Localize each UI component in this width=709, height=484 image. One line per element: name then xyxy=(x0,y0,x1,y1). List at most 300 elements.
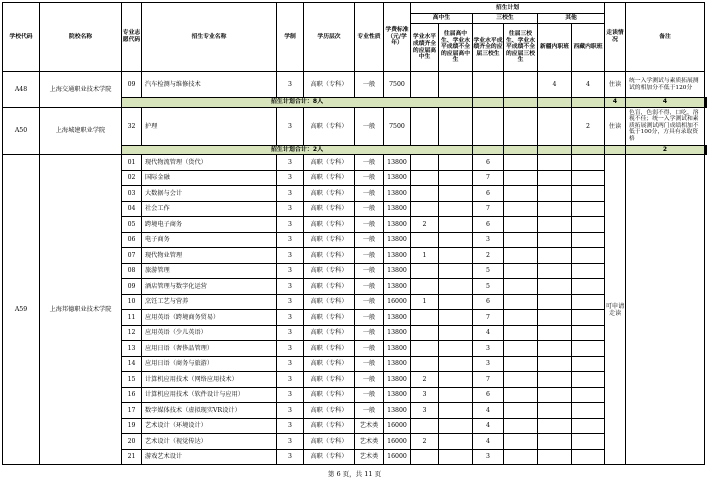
admission-plan-table xyxy=(2,2,707,465)
xizang-cell xyxy=(572,248,605,264)
sx-incomplete-cell xyxy=(504,325,538,341)
subtotal-xizang: 2 xyxy=(626,145,705,155)
xizang-cell xyxy=(572,217,605,233)
nature-cell: 一般 xyxy=(355,294,384,310)
sx-complete-cell: 3 xyxy=(473,341,504,357)
fee-cell: 13800 xyxy=(384,325,411,341)
major-code-cell: 08 xyxy=(122,263,142,279)
xinjiang-cell: 4 xyxy=(538,72,572,98)
sx-incomplete-cell xyxy=(504,186,538,202)
hs-incomplete-cell xyxy=(439,263,473,279)
duration-cell: 3 xyxy=(277,186,304,202)
sx-incomplete-cell xyxy=(504,310,538,326)
header-remarks: 备注 xyxy=(626,3,705,72)
level-cell: 高职（专科） xyxy=(304,217,355,233)
duration-cell: 3 xyxy=(277,434,304,450)
major-code-cell: 15 xyxy=(122,372,142,388)
xizang-cell xyxy=(572,232,605,248)
sx-incomplete-cell xyxy=(504,170,538,186)
duration-cell: 3 xyxy=(277,418,304,434)
header-sanxiao: 三校生 xyxy=(473,14,538,24)
sx-complete-cell: 3 xyxy=(473,449,504,465)
major-name-cell: 应用英语（少儿英语） xyxy=(142,325,277,341)
level-cell: 高职（专科） xyxy=(304,449,355,465)
fee-cell: 13800 xyxy=(384,387,411,403)
hs-complete-cell: 2 xyxy=(411,372,439,388)
hs-incomplete-cell xyxy=(439,155,473,171)
major-name-cell: 社会工作 xyxy=(142,201,277,217)
major-name-cell: 大数据与会计 xyxy=(142,186,277,202)
hs-complete-cell xyxy=(411,279,439,295)
hs-incomplete-cell xyxy=(439,418,473,434)
sx-complete-cell: 6 xyxy=(473,186,504,202)
lodging-cell: 可申请走读 xyxy=(605,155,626,465)
xizang-cell xyxy=(572,263,605,279)
level-cell: 高职（专科） xyxy=(304,232,355,248)
level-cell: 高职（专科） xyxy=(304,248,355,264)
major-name-cell: 现代物业管理 xyxy=(142,248,277,264)
xinjiang-cell xyxy=(538,310,572,326)
hs-incomplete-cell xyxy=(439,387,473,403)
hs-incomplete-cell xyxy=(439,403,473,419)
school-code-cell: A59 xyxy=(3,155,40,465)
xinjiang-cell xyxy=(538,107,572,145)
subtotal-empty-cell xyxy=(473,145,504,155)
duration-cell: 3 xyxy=(277,72,304,98)
hs-incomplete-cell xyxy=(439,372,473,388)
major-code-cell: 12 xyxy=(122,325,142,341)
xizang-cell xyxy=(572,325,605,341)
sx-complete-cell: 4 xyxy=(473,434,504,450)
major-name-cell: 护理 xyxy=(142,107,277,145)
sx-complete-cell xyxy=(473,72,504,98)
fee-cell: 13800 xyxy=(384,263,411,279)
xinjiang-cell xyxy=(538,434,572,450)
xizang-cell xyxy=(572,341,605,357)
level-cell: 高职（专科） xyxy=(304,155,355,171)
sx-incomplete-cell xyxy=(504,341,538,357)
header-sx-incomplete: 往届三校生、学业水平成绩不全的应届三校生 xyxy=(504,24,538,72)
xizang-cell xyxy=(572,434,605,450)
hs-complete-cell xyxy=(411,107,439,145)
xizang-cell xyxy=(572,449,605,465)
header-major-name: 招生专业名称 xyxy=(142,3,277,72)
sx-incomplete-cell xyxy=(504,294,538,310)
fee-cell: 13800 xyxy=(384,310,411,326)
level-cell: 高职（专科） xyxy=(304,107,355,145)
sx-complete-cell: 6 xyxy=(473,155,504,171)
subtotal-empty-cell xyxy=(572,98,605,108)
sx-incomplete-cell xyxy=(504,279,538,295)
nature-cell: 一般 xyxy=(355,403,384,419)
hs-incomplete-cell xyxy=(439,170,473,186)
hs-incomplete-cell xyxy=(439,449,473,465)
major-name-cell: 国际金融 xyxy=(142,170,277,186)
sx-complete-cell: 4 xyxy=(473,418,504,434)
major-name-cell: 计算机应用技术（网络应用技术） xyxy=(142,372,277,388)
fee-cell: 13800 xyxy=(384,232,411,248)
xinjiang-cell xyxy=(538,403,572,419)
major-name-cell: 数字媒体技术（虚拟现实VR设计） xyxy=(142,403,277,419)
major-name-cell: 汽车检测与维修技术 xyxy=(142,72,277,98)
fee-cell: 13800 xyxy=(384,201,411,217)
duration-cell: 3 xyxy=(277,107,304,145)
duration-cell: 3 xyxy=(277,372,304,388)
fee-cell: 7500 xyxy=(384,107,411,145)
nature-cell: 一般 xyxy=(355,72,384,98)
nature-cell: 一般 xyxy=(355,341,384,357)
fee-cell: 13800 xyxy=(384,279,411,295)
duration-cell: 3 xyxy=(277,170,304,186)
sx-complete-cell: 6 xyxy=(473,294,504,310)
duration-cell: 3 xyxy=(277,341,304,357)
fee-cell: 16000 xyxy=(384,434,411,450)
major-name-cell: 应用日语（商务与旅游） xyxy=(142,356,277,372)
sx-incomplete-cell xyxy=(504,201,538,217)
xizang-cell xyxy=(572,372,605,388)
level-cell: 高职（专科） xyxy=(304,418,355,434)
sx-incomplete-cell xyxy=(504,403,538,419)
major-name-cell: 酒店管理与数字化运营 xyxy=(142,279,277,295)
xizang-cell xyxy=(572,310,605,326)
sx-complete-cell: 7 xyxy=(473,310,504,326)
level-cell: 高职（专科） xyxy=(304,325,355,341)
table-row xyxy=(3,155,707,171)
duration-cell: 3 xyxy=(277,155,304,171)
sx-incomplete-cell xyxy=(504,434,538,450)
major-code-cell: 02 xyxy=(122,170,142,186)
fee-cell: 13800 xyxy=(384,170,411,186)
hs-complete-cell: 1 xyxy=(411,294,439,310)
xizang-cell xyxy=(572,186,605,202)
subtotal-empty-cell xyxy=(473,98,504,108)
nature-cell: 一般 xyxy=(355,232,384,248)
xizang-cell xyxy=(572,170,605,186)
hs-complete-cell: 1 xyxy=(411,248,439,264)
major-code-cell: 16 xyxy=(122,387,142,403)
sx-incomplete-cell xyxy=(504,232,538,248)
hs-complete-cell xyxy=(411,155,439,171)
major-code-cell: 13 xyxy=(122,341,142,357)
sx-incomplete-cell xyxy=(504,107,538,145)
school-name-cell: 上海交通职业技术学院 xyxy=(40,72,122,108)
hs-incomplete-cell xyxy=(439,201,473,217)
header-other: 其他 xyxy=(538,14,605,24)
subtotal-xinjiang xyxy=(605,145,626,155)
header-nature: 专业性质 xyxy=(355,3,384,72)
fee-cell: 13800 xyxy=(384,341,411,357)
xizang-cell xyxy=(572,403,605,419)
sx-incomplete-cell xyxy=(504,155,538,171)
nature-cell: 一般 xyxy=(355,387,384,403)
hs-complete-cell xyxy=(411,356,439,372)
duration-cell: 3 xyxy=(277,449,304,465)
remarks-cell xyxy=(626,155,705,465)
major-name-cell: 应用日语（奢侈品管理） xyxy=(142,341,277,357)
hs-complete-cell: 3 xyxy=(411,403,439,419)
hs-complete-cell: 2 xyxy=(411,434,439,450)
major-name-cell: 艺术设计（环境设计） xyxy=(142,418,277,434)
major-code-cell: 05 xyxy=(122,217,142,233)
sx-complete-cell: 7 xyxy=(473,201,504,217)
major-code-cell: 01 xyxy=(122,155,142,171)
major-name-cell: 电子商务 xyxy=(142,232,277,248)
xinjiang-cell xyxy=(538,449,572,465)
hs-incomplete-cell xyxy=(439,325,473,341)
sx-complete-cell: 4 xyxy=(473,325,504,341)
major-name-cell: 跨境电子商务 xyxy=(142,217,277,233)
sx-incomplete-cell xyxy=(504,72,538,98)
duration-cell: 3 xyxy=(277,387,304,403)
major-code-cell: 07 xyxy=(122,248,142,264)
xizang-cell xyxy=(572,356,605,372)
fee-cell: 16000 xyxy=(384,418,411,434)
subtotal-empty-cell xyxy=(504,98,538,108)
hs-incomplete-cell xyxy=(439,217,473,233)
header-hs-complete: 学业水平成绩齐全的应届高中生 xyxy=(411,24,439,72)
fee-cell: 16000 xyxy=(384,294,411,310)
subtotal-label: 招生计划合计：8人 xyxy=(122,98,473,108)
lodging-cell: 住读 xyxy=(605,107,626,145)
major-code-cell: 11 xyxy=(122,310,142,326)
level-cell: 高职（专科） xyxy=(304,341,355,357)
sx-incomplete-cell xyxy=(504,248,538,264)
header-hs-incomplete: 往届高中生、学业水平成绩不全的应届高中生 xyxy=(439,24,473,72)
fee-cell: 13800 xyxy=(384,372,411,388)
sx-incomplete-cell xyxy=(504,217,538,233)
sx-incomplete-cell xyxy=(504,387,538,403)
level-cell: 高职（专科） xyxy=(304,201,355,217)
xizang-cell: 2 xyxy=(572,107,605,145)
major-name-cell: 应用英语（跨境商务贸易） xyxy=(142,310,277,326)
nature-cell: 一般 xyxy=(355,217,384,233)
major-code-cell: 06 xyxy=(122,232,142,248)
hs-complete-cell: 2 xyxy=(411,217,439,233)
subtotal-empty-cell xyxy=(706,145,707,155)
subtotal-empty-cell xyxy=(538,98,572,108)
xinjiang-cell xyxy=(538,263,572,279)
header-lodging: 走读情况 xyxy=(605,3,626,72)
fee-cell: 13800 xyxy=(384,155,411,171)
duration-cell: 3 xyxy=(277,263,304,279)
hs-incomplete-cell xyxy=(439,356,473,372)
xizang-cell xyxy=(572,418,605,434)
hs-complete-cell xyxy=(411,170,439,186)
hs-complete-cell xyxy=(411,310,439,326)
subtotal-label: 招生计划合计：2人 xyxy=(122,145,473,155)
level-cell: 高职（专科） xyxy=(304,310,355,326)
nature-cell: 一般 xyxy=(355,201,384,217)
hs-complete-cell xyxy=(411,341,439,357)
header-major-code: 专业志愿代码 xyxy=(122,3,142,72)
remarks-cell: 色盲，色弱不得，口吃，溶视不佳；统一入学测试和素质拓展测试两门成绩相加不低于100分，方具有录取资格 xyxy=(626,107,705,145)
duration-cell: 3 xyxy=(277,310,304,326)
sx-incomplete-cell xyxy=(504,263,538,279)
xinjiang-cell xyxy=(538,356,572,372)
header-level: 学历层次 xyxy=(304,3,355,72)
header-high-school: 高中生 xyxy=(411,14,473,24)
sx-complete-cell: 6 xyxy=(473,387,504,403)
sx-complete-cell: 7 xyxy=(473,372,504,388)
xinjiang-cell xyxy=(538,170,572,186)
nature-cell: 一般 xyxy=(355,107,384,145)
major-code-cell: 09 xyxy=(122,72,142,98)
hs-complete-cell: 3 xyxy=(411,387,439,403)
duration-cell: 3 xyxy=(277,325,304,341)
xizang-cell xyxy=(572,294,605,310)
level-cell: 高职（专科） xyxy=(304,263,355,279)
level-cell: 高职（专科） xyxy=(304,403,355,419)
fee-cell: 16000 xyxy=(384,449,411,465)
xizang-cell xyxy=(572,155,605,171)
level-cell: 高职（专科） xyxy=(304,186,355,202)
xinjiang-cell xyxy=(538,201,572,217)
hs-incomplete-cell xyxy=(439,341,473,357)
major-code-cell: 21 xyxy=(122,449,142,465)
school-name-cell: 上海邦德职业技术学院 xyxy=(40,155,122,465)
major-name-cell: 游戏艺术设计 xyxy=(142,449,277,465)
xinjiang-cell xyxy=(538,325,572,341)
duration-cell: 3 xyxy=(277,232,304,248)
sx-complete-cell: 2 xyxy=(473,248,504,264)
nature-cell: 一般 xyxy=(355,372,384,388)
level-cell: 高职（专科） xyxy=(304,170,355,186)
header-school-code: 学校代码 xyxy=(3,3,40,72)
subtotal-empty-cell xyxy=(706,98,707,108)
level-cell: 高职（专科） xyxy=(304,294,355,310)
hs-incomplete-cell xyxy=(439,186,473,202)
sx-complete-cell: 3 xyxy=(473,232,504,248)
major-code-cell: 04 xyxy=(122,201,142,217)
xinjiang-cell xyxy=(538,418,572,434)
major-code-cell: 20 xyxy=(122,434,142,450)
fee-cell: 13800 xyxy=(384,403,411,419)
subtotal-empty-cell xyxy=(504,145,538,155)
fee-cell: 7500 xyxy=(384,72,411,98)
subtotal-empty-cell xyxy=(538,145,572,155)
xizang-cell: 4 xyxy=(572,72,605,98)
school-code-cell: A50 xyxy=(3,107,40,155)
nature-cell: 一般 xyxy=(355,186,384,202)
nature-cell: 一般 xyxy=(355,155,384,171)
xinjiang-cell xyxy=(538,341,572,357)
hs-incomplete-cell xyxy=(439,310,473,326)
duration-cell: 3 xyxy=(277,356,304,372)
hs-complete-cell xyxy=(411,72,439,98)
sx-complete-cell: 5 xyxy=(473,263,504,279)
hs-complete-cell xyxy=(411,232,439,248)
subtotal-xinjiang: 4 xyxy=(605,98,626,108)
duration-cell: 3 xyxy=(277,294,304,310)
hs-incomplete-cell xyxy=(439,294,473,310)
fee-cell: 13800 xyxy=(384,356,411,372)
nature-cell: 一般 xyxy=(355,356,384,372)
major-code-cell: 19 xyxy=(122,418,142,434)
xinjiang-cell xyxy=(538,387,572,403)
nature-cell: 一般 xyxy=(355,248,384,264)
sx-incomplete-cell xyxy=(504,418,538,434)
nature-cell: 一般 xyxy=(355,310,384,326)
table-header xyxy=(3,3,707,72)
hs-complete-cell xyxy=(411,449,439,465)
xizang-cell xyxy=(572,387,605,403)
major-code-cell: 10 xyxy=(122,294,142,310)
hs-incomplete-cell xyxy=(439,279,473,295)
hs-incomplete-cell xyxy=(439,232,473,248)
duration-cell: 3 xyxy=(277,201,304,217)
hs-incomplete-cell xyxy=(439,72,473,98)
sx-complete-cell: 3 xyxy=(473,356,504,372)
duration-cell: 3 xyxy=(277,403,304,419)
header-duration: 学制 xyxy=(277,3,304,72)
sx-complete-cell xyxy=(473,107,504,145)
header-plan: 招生计划 xyxy=(411,3,605,14)
nature-cell: 一般 xyxy=(355,279,384,295)
major-code-cell: 14 xyxy=(122,356,142,372)
xizang-cell xyxy=(572,201,605,217)
xinjiang-cell xyxy=(538,248,572,264)
lodging-cell: 住读 xyxy=(605,72,626,98)
level-cell: 高职（专科） xyxy=(304,387,355,403)
table-row xyxy=(3,72,707,98)
sx-complete-cell: 7 xyxy=(473,170,504,186)
remarks-cell: 统一入学测试与素质拓展测试的相加分不低于120分 xyxy=(626,72,705,98)
table-row xyxy=(3,107,707,145)
major-name-cell: 旅游管理 xyxy=(142,263,277,279)
sx-incomplete-cell xyxy=(504,356,538,372)
xinjiang-cell xyxy=(538,155,572,171)
header-xinjiang: 新疆内职班 xyxy=(538,24,572,72)
admission-plan-document xyxy=(2,2,707,465)
major-code-cell: 03 xyxy=(122,186,142,202)
level-cell: 高职（专科） xyxy=(304,356,355,372)
hs-complete-cell xyxy=(411,263,439,279)
nature-cell: 艺术类 xyxy=(355,418,384,434)
nature-cell: 一般 xyxy=(355,263,384,279)
xizang-cell xyxy=(572,279,605,295)
major-name-cell: 现代物流管理（货代） xyxy=(142,155,277,171)
header-sx-complete: 学业水平成绩齐全的应届三校生 xyxy=(473,24,504,72)
sx-complete-cell: 5 xyxy=(473,279,504,295)
level-cell: 高职（专科） xyxy=(304,372,355,388)
page-footer: 第 6 页，共 11 页 xyxy=(327,470,382,478)
nature-cell: 艺术类 xyxy=(355,449,384,465)
header-fee: 学费标准（元/学年） xyxy=(384,3,411,72)
xinjiang-cell xyxy=(538,294,572,310)
hs-complete-cell xyxy=(411,201,439,217)
major-code-cell: 17 xyxy=(122,403,142,419)
xinjiang-cell xyxy=(538,186,572,202)
subtotal-empty-cell xyxy=(572,145,605,155)
xinjiang-cell xyxy=(538,279,572,295)
fee-cell: 13800 xyxy=(384,217,411,233)
sx-incomplete-cell xyxy=(504,449,538,465)
duration-cell: 3 xyxy=(277,217,304,233)
fee-cell: 13800 xyxy=(384,186,411,202)
hs-complete-cell xyxy=(411,186,439,202)
hs-complete-cell xyxy=(411,418,439,434)
nature-cell: 艺术类 xyxy=(355,434,384,450)
level-cell: 高职（专科） xyxy=(304,434,355,450)
sx-complete-cell: 4 xyxy=(473,403,504,419)
header-xizang: 西藏内职班 xyxy=(572,24,605,72)
table-body xyxy=(3,72,707,465)
xinjiang-cell xyxy=(538,232,572,248)
duration-cell: 3 xyxy=(277,248,304,264)
xinjiang-cell xyxy=(538,372,572,388)
major-code-cell: 09 xyxy=(122,279,142,295)
school-name-cell: 上海城建职业学院 xyxy=(40,107,122,155)
